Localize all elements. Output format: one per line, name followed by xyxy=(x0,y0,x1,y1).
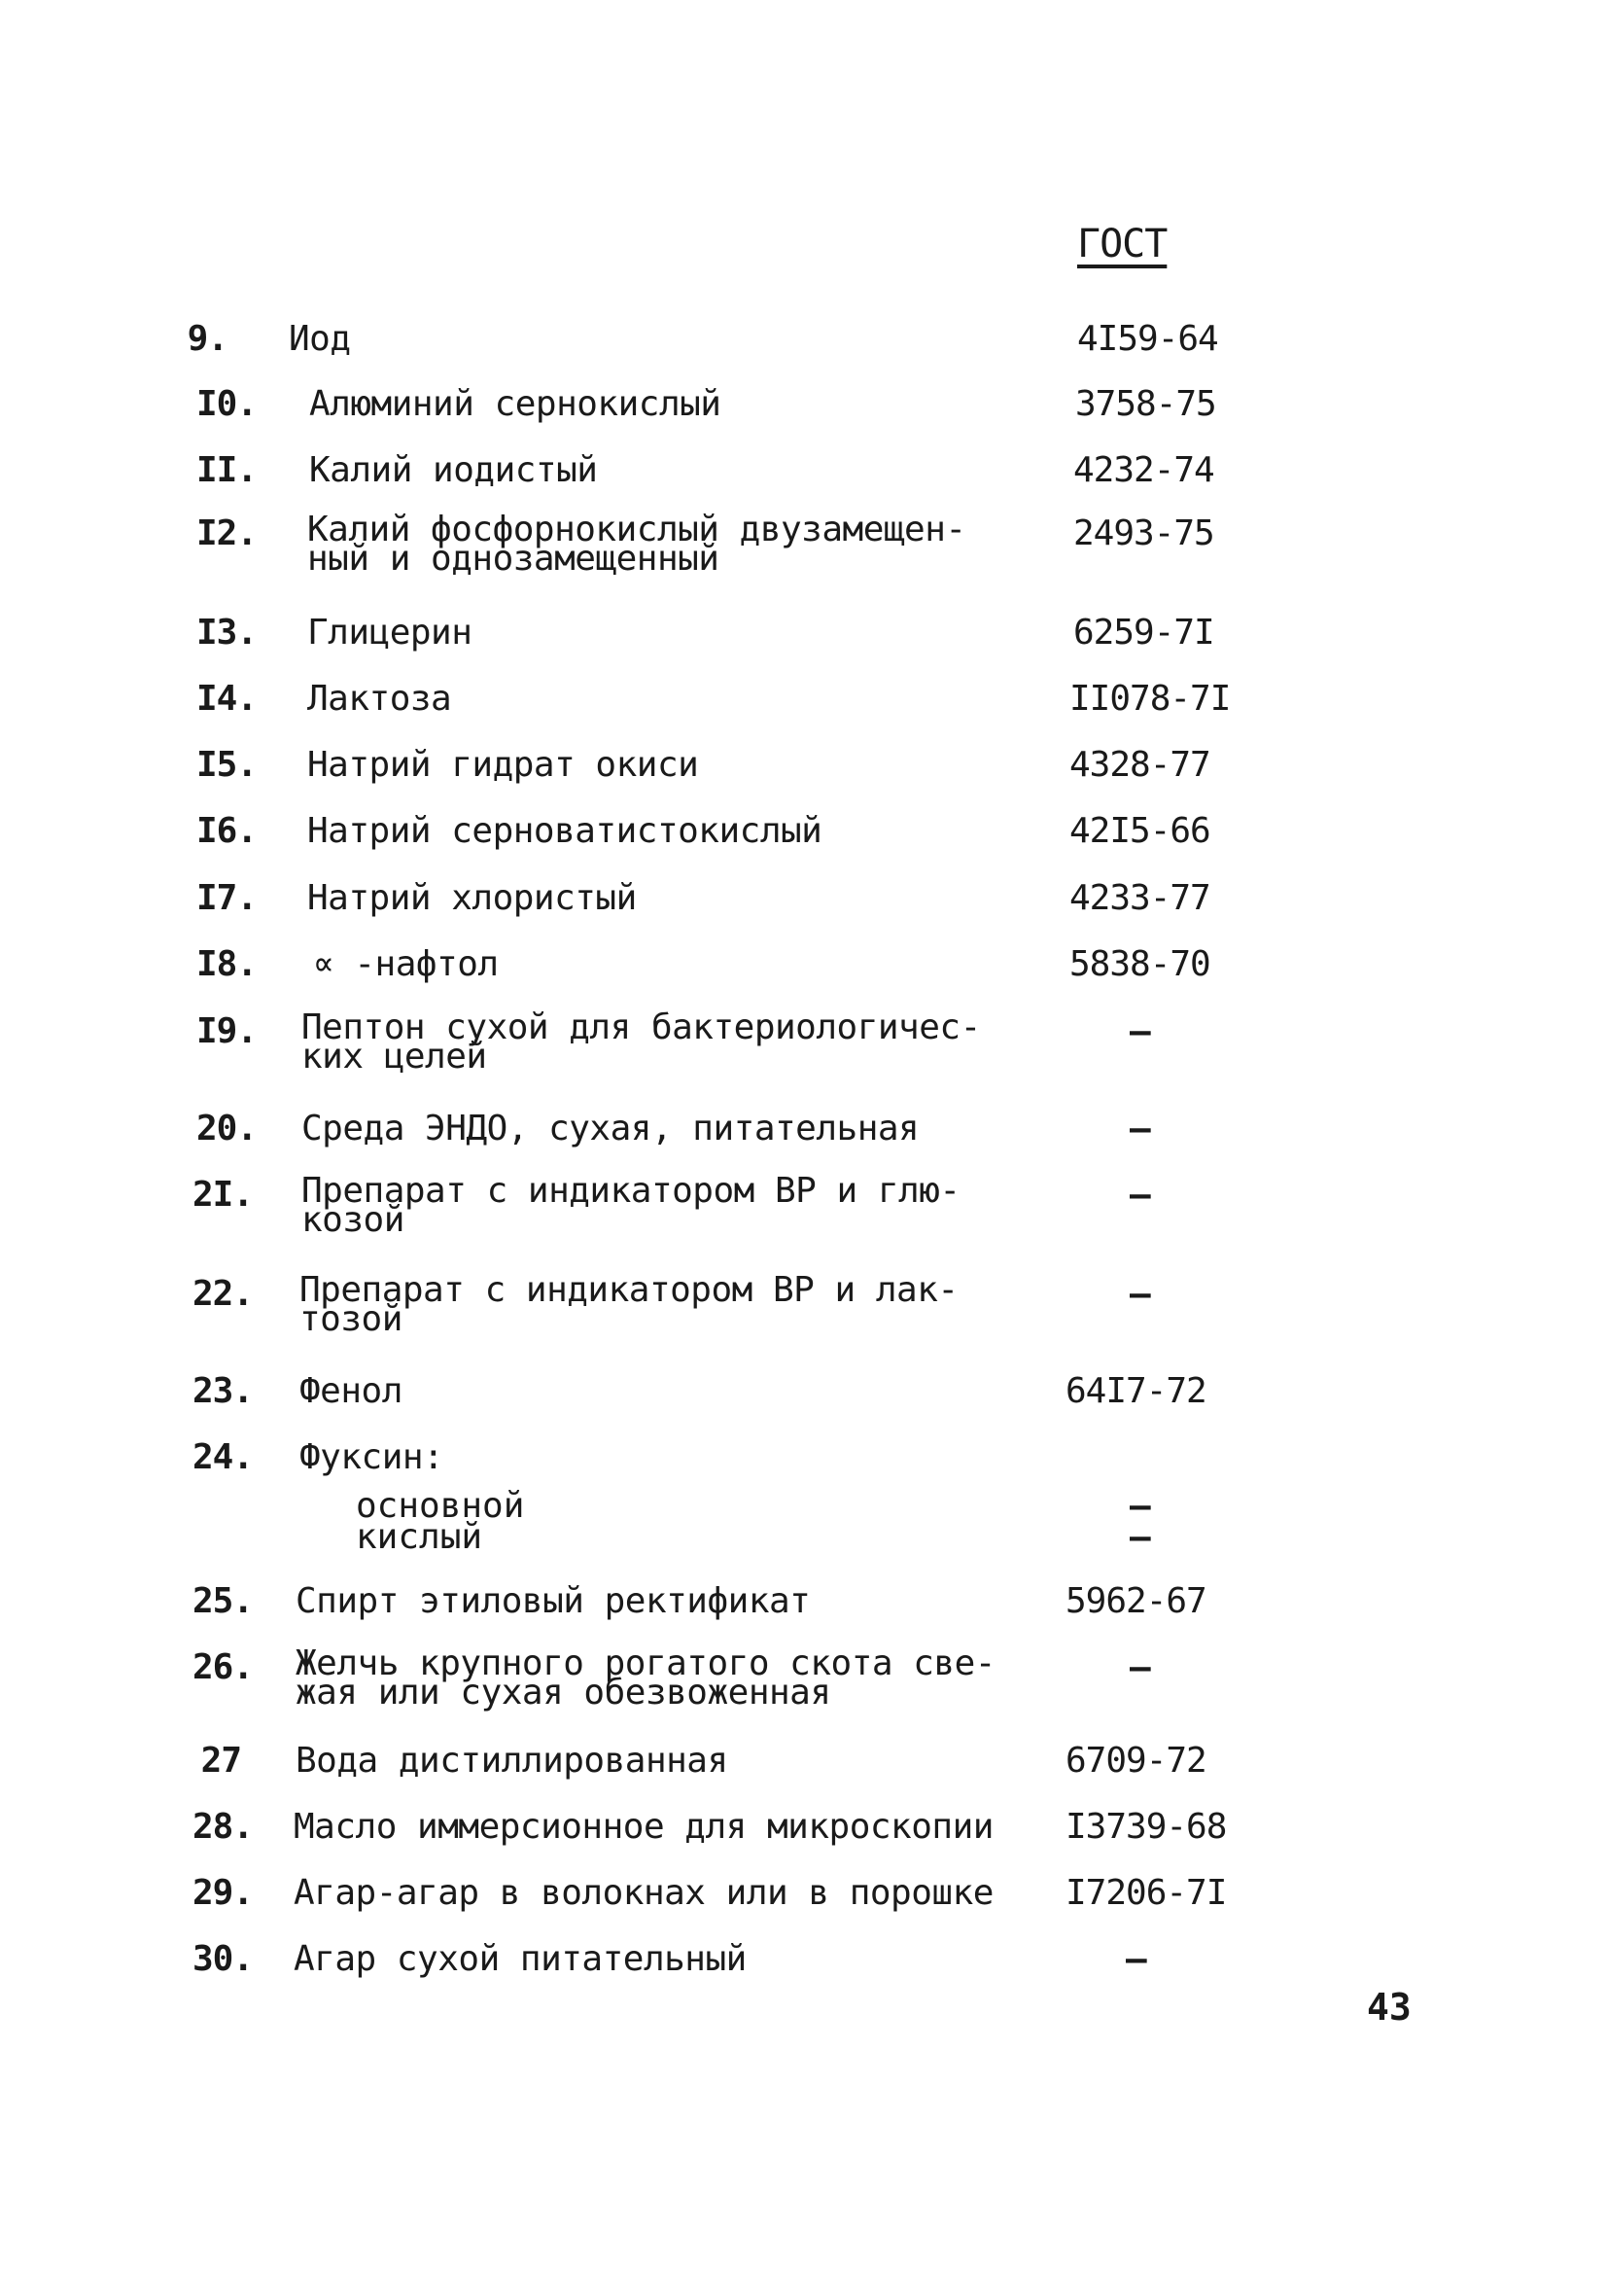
item-name: Иод xyxy=(289,319,351,359)
item-number: I5. xyxy=(195,745,257,785)
gost-code: – xyxy=(1126,1939,1147,1979)
item-number: I6. xyxy=(195,811,257,851)
gost-code: 4233-77 xyxy=(1069,878,1210,918)
item-number: I7. xyxy=(195,878,257,918)
item-number: I0. xyxy=(195,384,257,424)
item-number: 23. xyxy=(192,1371,253,1411)
gost-code: 6709-72 xyxy=(1066,1741,1206,1781)
item-name: Калий иодистый xyxy=(309,450,598,490)
gost-code: 5838-70 xyxy=(1069,944,1210,984)
item-name: Фенол xyxy=(299,1371,402,1411)
gost-code: – xyxy=(1130,1175,1151,1215)
gost-code: – xyxy=(1130,1274,1151,1314)
gost-code: 2493-75 xyxy=(1073,513,1214,553)
item-name: ∝ -нафтол xyxy=(313,944,499,984)
item-name: Желчь крупного рогатого скота све- жая или сухая обезвоженная xyxy=(296,1643,996,1713)
fuchsin-acid-gost: – xyxy=(1130,1517,1151,1557)
item-number: I2. xyxy=(195,513,257,553)
gost-code: 64I7-72 xyxy=(1066,1371,1206,1411)
item-number: I4. xyxy=(195,679,257,719)
gost-code: 3758-75 xyxy=(1075,384,1216,424)
item-number: 22. xyxy=(192,1274,253,1314)
gost-code: 5962-67 xyxy=(1066,1581,1206,1621)
gost-code: 42I5-66 xyxy=(1069,811,1210,851)
item-number: 30. xyxy=(192,1939,253,1979)
gost-code: – xyxy=(1130,1109,1151,1148)
item-number: 24. xyxy=(192,1437,253,1477)
page-number: 43 xyxy=(1367,1986,1412,2029)
item-name: Натрий хлористый xyxy=(307,878,637,918)
item-number: 27 xyxy=(200,1741,241,1781)
gost-column-header: ГОСТ xyxy=(1077,222,1168,266)
item-name: Вода дистиллированная xyxy=(296,1741,728,1781)
item-number: 28. xyxy=(192,1807,253,1847)
gost-code: – xyxy=(1130,1011,1151,1051)
item-name: Препарат с индикатором ВР и лак- тозой xyxy=(299,1270,959,1339)
item-name: Агар сухой питательный xyxy=(294,1939,747,1979)
item-name: Среда ЭНДО, сухая, питательная xyxy=(301,1109,920,1148)
item-name: Натрий серноватистокислый xyxy=(307,811,822,851)
item-number: 25. xyxy=(192,1581,253,1621)
gost-code: 4328-77 xyxy=(1069,745,1210,785)
fuchsin-acid: кислый xyxy=(356,1517,483,1557)
item-number: 20. xyxy=(195,1109,257,1148)
fuchsin-basic-gost: – xyxy=(1130,1486,1151,1526)
item-name: Калий фосфорнокислый двузамещен- ный и однозамещенный xyxy=(307,510,966,579)
gost-code: I7206-7I xyxy=(1066,1873,1227,1913)
item-name: Натрий гидрат окиси xyxy=(307,745,699,785)
gost-code: II078-7I xyxy=(1069,679,1231,719)
item-name: Лактоза xyxy=(307,679,452,719)
item-name: Агар-агар в волокнах или в порошке xyxy=(294,1873,994,1913)
gost-code: I3739-68 xyxy=(1066,1807,1227,1847)
item-number: I3. xyxy=(195,613,257,653)
item-number: 9. xyxy=(187,319,227,359)
gost-code: 6259-7I xyxy=(1073,613,1214,653)
item-name: Алюминий сернокислый xyxy=(309,384,721,424)
item-name: Масло иммерсионное для микроскопии xyxy=(294,1807,994,1847)
gost-code: 4232-74 xyxy=(1073,450,1214,490)
item-number: I8. xyxy=(195,944,257,984)
item-name: Фуксин: xyxy=(299,1437,444,1477)
gost-code: – xyxy=(1130,1647,1151,1687)
item-number: 26. xyxy=(192,1647,253,1687)
item-number: I9. xyxy=(195,1011,257,1051)
item-number: 2I. xyxy=(192,1175,253,1215)
fuchsin-basic: основной xyxy=(356,1486,525,1526)
item-name: Пептон сухой для бактериологичес- ких целей xyxy=(301,1007,981,1077)
item-number: 29. xyxy=(192,1873,253,1913)
gost-code: 4I59-64 xyxy=(1077,319,1218,359)
item-name: Глицерин xyxy=(307,613,472,653)
item-name: Спирт этиловый ректификат xyxy=(296,1581,811,1621)
item-name: Препарат с индикатором ВР и глю- козой xyxy=(301,1171,961,1240)
item-number: II. xyxy=(195,450,257,490)
